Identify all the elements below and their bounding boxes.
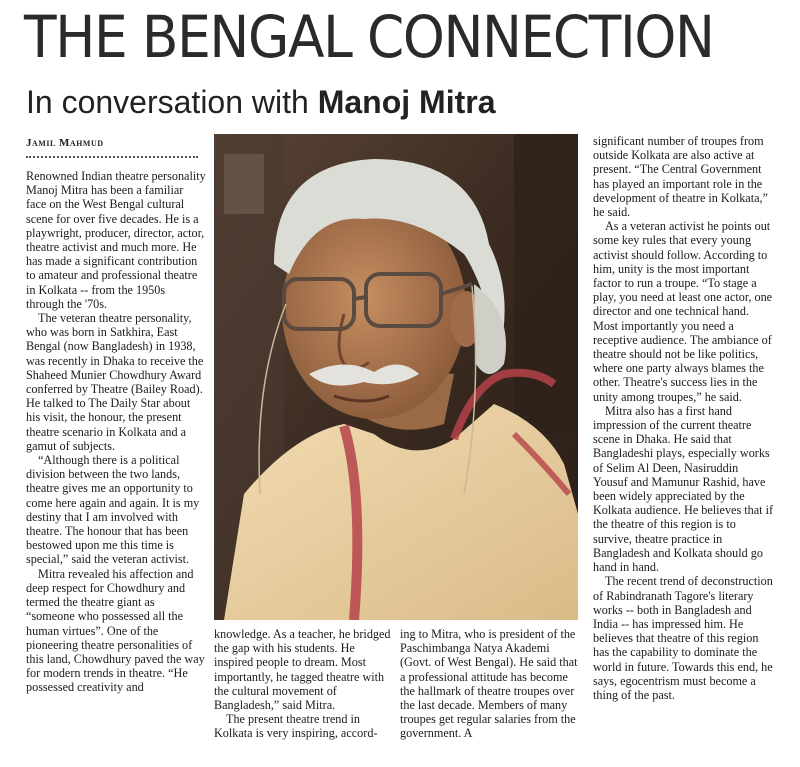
- portrait-photo: [214, 134, 578, 620]
- subheadline: [26, 80, 495, 124]
- paragraph: “Although there is a political division between the two lands, theatre gives me an opportunity to come here again and again. It is my destiny that I am involved with theatre. The honour that has been bestowed upon me this time is special,” said the veteran activist.: [26, 453, 200, 567]
- paragraph: Renowned Indian theatre personality Manoj Mitra has been a familiar face on the West Bengal cultural scene for over five decades. He is a playwright, producer, director, actor, theatre activist and much more. He has made a significant contribution to amateur and professional theatre in Kolkata -- from the 1950s through the '70s.: [26, 169, 206, 311]
- byline: Jamil Mahmud: [26, 137, 104, 149]
- paragraph: Mitra revealed his affection and deep respect for Chowdhury and termed the theatre giant as “someone who possessed all the human virtues”. One of the pioneering theatre personalities of this land, Chowdhury paved the way for modern trends in theatre. “He possessed creativity and: [26, 566, 205, 695]
- paragraph: Mitra also has a first hand impression of the current theatre scene in Dhaka. He said that Bangladeshi plays, especially works of Selim Al Deen, Nasiruddin Yousuf and Mamunur Rashid, have been widely appreciated by the Kolkata audience. He believes that if the theatre of this region is to survive, theatre practice in Bangladesh and Kolkata should go hand in hand.: [593, 403, 774, 575]
- subhead-name: Manoj Mitra: [317, 84, 496, 120]
- paragraph: The present theatre trend in Kolkata is very inspiring, accord-: [214, 712, 378, 741]
- subhead-prefix: In conversation with: [26, 84, 318, 120]
- column-4: [593, 134, 775, 702]
- column-2: [214, 627, 394, 741]
- paragraph: knowledge. As a teacher, he bridged the gap with his students. He inspired people to dream. Most importantly, he tagged theatre with the cultural movement of Bangladesh,” said Mitra.: [214, 627, 391, 713]
- column-1: [26, 169, 206, 695]
- column-3: [400, 627, 580, 741]
- paragraph: The recent trend of deconstruction of Rabindranath Tagore's literary works -- both in Bangladesh and India -- has impressed him. He believes that theatre of this region has the capability to dominate the world in future. Towards this end, he says, egocentrism must become a thing of the past.: [593, 574, 773, 702]
- headline: THE BENGAL CONNECTION: [24, 3, 714, 71]
- byline-divider: [26, 156, 198, 158]
- paragraph: As a veteran activist he points out some key rules that every young activist should follow. According to him, unity is the most important factor to run a troupe. “To stage a play, you need at least one actor, one director and one technical hand. Most importantly you need a receptive audience. The ambiance of theatre should not be like politics, where one party always blames the other. Theatre's success lies in the unity among troupes,” he said.: [593, 219, 773, 404]
- paragraph: The veteran theatre personality, who was born in Satkhira, East Bengal (now Bangladesh) in 1938, was recently in Dhaka to receive the Shaheed Munier Chowdhury Award conferred by Theatre (Bailey Road). He talked to The Daily Star about his visit, the honour, the present theatre scenario in Kolkata and a gamut of subjects.: [26, 311, 204, 453]
- paragraph: ing to Mitra, who is president of the Paschimbanga Natya Akademi (Govt. of West Bengal). He said that a professional attitude has become the hallmark of theatre troupes over the last decade. Members of many troupes get regular salaries from the government. A: [400, 627, 578, 741]
- paragraph: significant number of troupes from outside Kolkata are also active at present. “The Central Government has played an important role in the development of theatre in Kolkata,” he said.: [593, 134, 768, 220]
